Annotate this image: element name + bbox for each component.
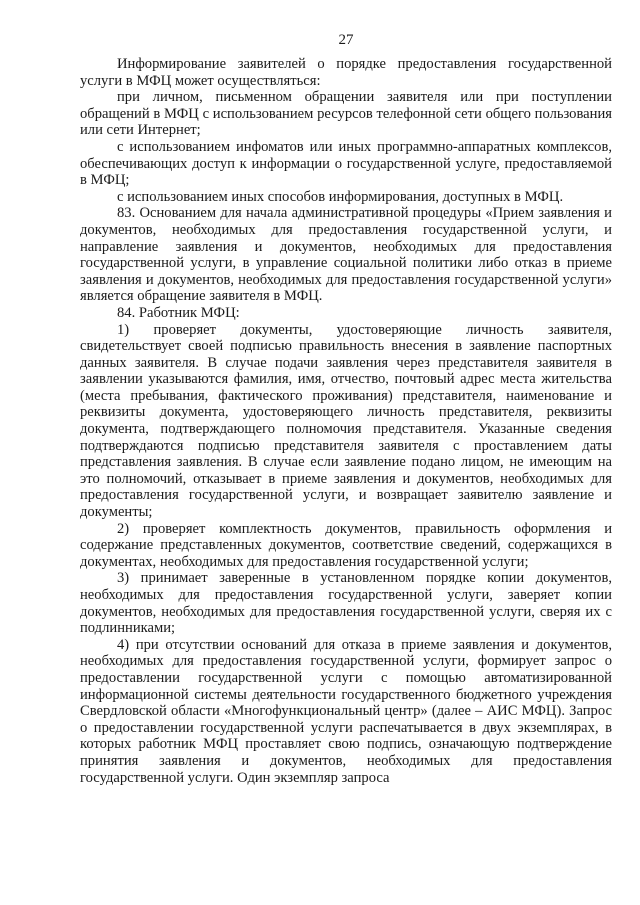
paragraph-item-3: 3) принимает заверенные в установленном порядке копии документов, необходимых для предоставления государственной услуги, заверяет копии документов, необходимых для предоставления государственной услуги, сверяя их с подлинниками; [80, 570, 612, 637]
paragraph-item-1: 1) проверяет документы, удостоверяющие личность заявителя, свидетельствует своей подписью правильность внесения в заявление паспортных данных заявителя. В случае подачи заявления через представителя заявителя в заявлении указываются фамилия, имя, отчество, почтовый адрес места жительства (места пребывания, фактического проживания) представителя, наименование и реквизиты документа, удостоверяющего личность представителя, реквизиты документа, подтверждающего полномочия представителя. Указанные сведения подтверждаются подписью представителя заявителя с проставлением даты представления заявления. В случае если заявление подано лицом, не имеющим на это полномочий, отказывает в приеме заявления и документов, необходимых для предоставления государственной услуги, и возвращает заявителю заявление и документы; [80, 321, 612, 521]
paragraph-item-4: 4) при отсутствии оснований для отказа в приеме заявления и документов, необходимых для предоставления государственной услуги, формирует запрос о предоставлении государственной услуги с помощью автоматизированной информационной системы деятельности государственного бюджетного учреждения Свердловской области «Многофункциональный центр» (далее – АИС МФЦ). Запрос о предоставлении государственной услуги распечатывается в двух экземплярах, в которых работник МФЦ проставляет свою подпись, означающую подтверждение принятия заявления и документов, необходимых для предоставления государственной услуги. Один экземпляр запроса [80, 636, 612, 786]
paragraph-infomats: с использованием инфоматов или иных программно-аппаратных комплексов, обеспечивающих доступ к информации о государственной услуге, предоставляемой в МФЦ; [80, 138, 612, 189]
paragraph-clause-84: 84. Работник МФЦ: [117, 304, 240, 321]
document-page [80, 30, 612, 786]
paragraph-other-methods: с использованием иных способов информирования, доступных в МФЦ. [117, 188, 564, 205]
page-number: 27 [338, 32, 354, 48]
paragraph-informing-intro: Информирование заявителей о порядке предоставления государственной услуги в МФЦ может осуществляться: [80, 56, 612, 89]
paragraph-personal-request: при личном, письменном обращении заявителя или при поступлении обращений в МФЦ с использованием ресурсов телефонной сети общего пользования или сети Интернет; [80, 89, 612, 139]
paragraph-item-2: 2) проверяет комплектность документов, правильность оформления и содержание представленных документов, соответствие сведений, содержащихся в документах, необходимых для предоставления государственной услуги; [80, 520, 612, 570]
paragraph-clause-83: 83. Основанием для начала административной процедуры «Прием заявления и документов, необходимых для предоставления государственной услуги, и направление заявления и документов, необходимых для предоставления государственной услуги, в управление социальной политики либо отказ в приеме заявления и документов, необходимых для предоставления государственной услуги» является обращение заявителя в МФЦ. [80, 205, 612, 305]
